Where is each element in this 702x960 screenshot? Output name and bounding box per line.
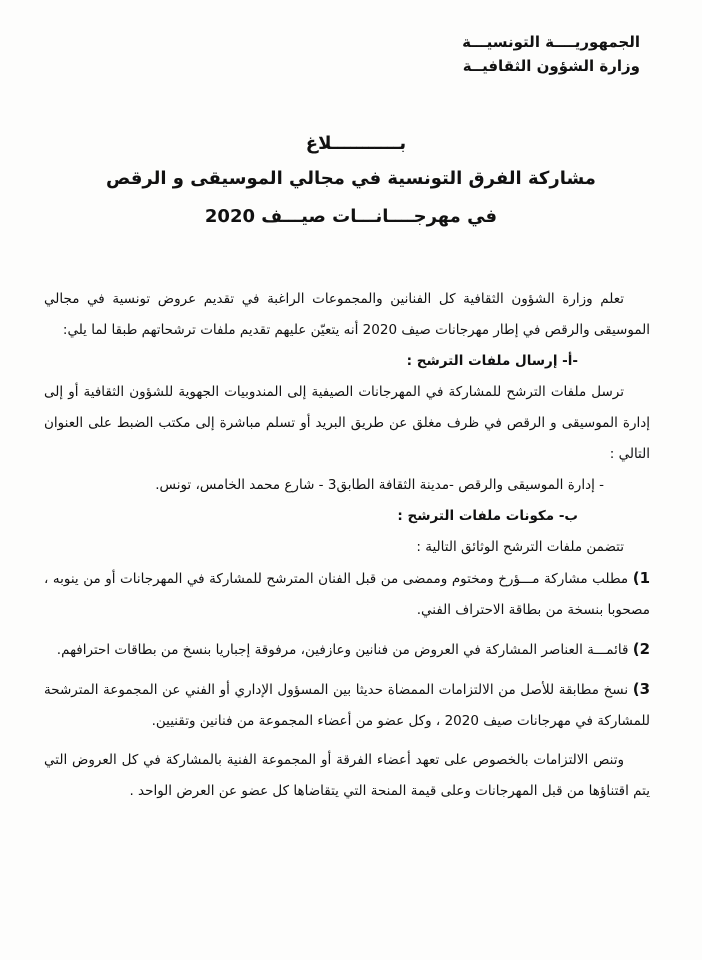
list-item-number: 1) xyxy=(632,569,650,587)
section-a-text: ترسل ملفات الترشح للمشاركة في المهرجانات الصيفية إلى المندوبيات الجهوية للشؤون الثقافية أو إلى إدارة الموسيقى و الرقص في ظرف مغلق عن طريق البريد أو تسلم مباشرة إلى مكتب الضبط على العنوان التالي : xyxy=(44,384,650,462)
list-item-text: قائمـــة العناصر المشاركة في العروض من فنانين وعازفين، مرفوقة إجباريا بنسخ من بطاقات احترافهم. xyxy=(56,642,629,658)
list-item-1 xyxy=(44,563,650,626)
section-b-heading: ب- مكونات ملفات الترشح : xyxy=(397,508,578,524)
ministry-name: وزارة الشؤون الثقافيــة xyxy=(462,57,640,75)
republic-name: الجمهوريــــة التونسيـــة xyxy=(462,33,640,51)
intro-paragraph: تعلم وزارة الشؤون الثقافية كل الفنانين والمجموعات الراغبة في تقديم عروض تونسية في مجالي الموسيقى والرقص في إطار مهرجانات صيف 2020 أنه يتعيّن عليهم تقديم ملفات ترشحاتهم طبقا لما يلي: xyxy=(44,291,650,338)
list-item-2 xyxy=(44,634,650,666)
list-item-number: 3) xyxy=(632,680,650,698)
section-b-intro: تتضمن ملفات الترشح الوثائق التالية : xyxy=(416,539,624,555)
list-item-text: مطلب مشاركة مـــؤرخ ومختوم وممضى من قبل الفنان المترشح للمشاركة في المهرجانات أو من ينوبه ، مصحوبا بنسخة من بطاقة الاحتراف الفني. xyxy=(44,571,650,618)
list-item-number: 2) xyxy=(632,640,650,658)
section-a-heading: -أ- إرسال ملفات الترشح : xyxy=(406,353,578,369)
document-body xyxy=(44,284,650,807)
title-block xyxy=(0,128,702,236)
closing-paragraph: وتنص الالتزامات بالخصوص على تعهد أعضاء الفرقة أو المجموعة الفنية بالمشاركة في كل العروض التي يتم اقتناؤها من قبل المهرجانات وعلى قيمة المنحة التي يتقاضاها كل عضو عن العرض الواحد . xyxy=(44,752,650,799)
address-line: - إدارة الموسيقى والرقص -مدينة الثقافة الطابق3 - شارع محمد الخامس، تونس. xyxy=(155,477,604,493)
subject-title: مشاركة الفرق التونسية في مجالي الموسيقى و الرقص xyxy=(106,168,596,189)
letterhead xyxy=(462,30,640,78)
announcement-title: بـــــــــــلاغ xyxy=(305,133,407,154)
list-item-text: نسخ مطابقة للأصل من الالتزامات الممضاة حديثا بين المسؤول الإداري أو الفني عن المجموعة المترشحة للمشاركة في مهرجانات صيف 2020 ، وكل عضو من أعضاء المجموعة من فنانين وتقنيين. xyxy=(44,682,650,729)
list-item-3 xyxy=(44,674,650,737)
festival-title: في مهرجــــانـــات صيـــف 2020 xyxy=(204,206,498,227)
